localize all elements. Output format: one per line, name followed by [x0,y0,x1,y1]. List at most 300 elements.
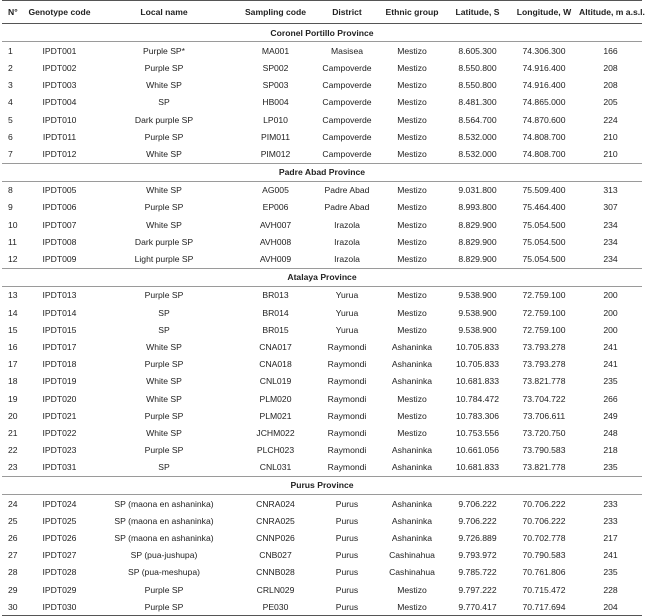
cell-local-name: Purple SP [93,598,235,616]
cell-sampling-code: BR014 [262,307,289,318]
cell-district: Raymondi [327,427,367,438]
cell-district: Raymondi [327,445,367,456]
cell-number: 30 [2,598,26,616]
cell-local-name: SP (maona en ashaninka) [114,515,214,526]
cell-ethnic-group: Cashinahua [389,550,435,561]
cell-altitude: 235 [603,462,618,473]
cell-district: Purus [335,533,359,544]
cell-sampling-code: PE030 [235,598,316,616]
cell-longitude: 74.306.300 [522,45,566,56]
cell-number: 6 [8,131,13,142]
cell-sampling-code: CNNP026 [256,533,295,544]
cell-number: 5 [8,114,13,125]
cell-altitude: 266 [603,393,618,404]
province-name: Atalaya Province [2,268,642,286]
cell-longitude: 75.464.400 [522,202,566,213]
cell-ethnic-group: Mestizo [397,45,427,56]
cell-altitude: 200 [603,290,618,301]
cell-ethnic-group: Mestizo [397,185,427,196]
table-row [2,94,642,111]
cell-local-name: Dark purple SP [134,114,194,125]
cell-sampling-code: CNRA024 [256,498,295,509]
cell-ethnic-group: Ashaninka [391,533,433,544]
cell-genotype-code: IPDT015 [42,324,77,335]
cell-local-name: SP [158,97,170,108]
cell-sampling-code: PLM020 [259,393,292,404]
cell-ethnic-group: Mestizo [397,219,427,230]
cell-altitude: 200 [603,307,618,318]
cell-number: 19 [8,393,18,404]
cell-altitude: 233 [603,498,618,509]
cell-sampling-code: CNNB028 [256,567,295,578]
header-district: District [316,1,378,24]
table-row [2,424,642,441]
province-row [2,163,642,181]
cell-longitude: 73.821.778 [522,462,566,473]
table-row [2,495,642,513]
cell-local-name: White SP [146,80,182,91]
cell-longitude: 70.702.778 [522,533,566,544]
table-row [2,407,642,424]
cell-altitude: 217 [603,533,618,544]
cell-ethnic-group: Cashinahua [389,567,435,578]
cell-longitude: 75.509.400 [522,185,566,196]
cell-altitude: 241 [603,341,618,352]
cell-number: 12 [8,254,18,265]
cell-ethnic-group: Mestizo [397,584,427,595]
cell-genotype-code: IPDT010 [42,114,77,125]
cell-altitude: 235 [603,567,618,578]
header-sampling-code: Sampling code [235,1,316,24]
cell-number: 11 [8,236,17,247]
cell-district: Campoverde [322,80,372,91]
cell-ethnic-group: Mestizo [397,307,427,318]
cell-district: Purus [335,498,359,509]
cell-longitude: 74.916.400 [522,80,566,91]
cell-latitude: 8.550.800 [458,62,497,73]
cell-district: Yurua [335,307,359,318]
table-row [2,286,642,304]
cell-longitude: 73.704.722 [522,393,566,404]
cell-latitude: 10.705.833 [455,359,499,370]
cell-sampling-code: PIM011 [261,131,290,142]
cell-longitude: 74.916.400 [522,62,566,73]
cell-latitude: 8.829.900 [458,236,497,247]
cell-latitude: 8.532.000 [458,131,497,142]
cell-genotype-code: IPDT022 [42,427,77,438]
province-row [2,476,642,494]
cell-district: Purus [335,550,359,561]
cell-local-name: SP (pua-meshupa) [128,567,200,578]
table-row [2,216,642,233]
cell-sampling-code: EP006 [262,202,289,213]
cell-ethnic-group: Mestizo [397,97,427,108]
table-row [2,529,642,546]
cell-ethnic-group: Mestizo [397,410,427,421]
cell-ethnic-group: Ashaninka [391,341,433,352]
cell-altitude: 241 [603,359,618,370]
cell-genotype-code: IPDT019 [42,376,77,387]
cell-local-name: White SP [146,219,182,230]
header-ethnic-group: Ethnic group [378,1,446,24]
cell-sampling-code: SP003 [262,80,289,91]
table-row [2,442,642,459]
cell-genotype-code: IPDT026 [42,533,77,544]
cell-ethnic-group: Ashaninka [391,462,433,473]
cell-number: 3 [8,80,13,91]
table-row [2,111,642,128]
cell-local-name: Purple SP [144,131,184,142]
cell-longitude: 75.054.500 [522,219,566,230]
cell-sampling-code: LP010 [263,114,288,125]
cell-latitude: 10.661.056 [455,445,499,456]
cell-district: Purus [316,598,378,616]
table-row [2,581,642,598]
table-row [2,547,642,564]
cell-sampling-code: CNRA025 [256,515,295,526]
cell-ethnic-group: Ashaninka [391,445,433,456]
cell-local-name: Light purple SP [134,254,194,265]
cell-local-name: White SP [146,427,182,438]
cell-longitude: 73.821.778 [522,376,566,387]
cell-longitude: 74.808.700 [522,148,566,159]
cell-number: 23 [8,462,18,473]
cell-latitude: 8.550.800 [458,80,497,91]
cell-latitude: 8.993.800 [458,202,497,213]
cell-latitude: 8.829.900 [458,219,497,230]
cell-latitude: 8.481.300 [458,97,497,108]
cell-sampling-code: AVH007 [259,219,292,230]
cell-sampling-code: HB004 [262,97,289,108]
cell-number: 21 [8,427,18,438]
table-row [2,42,642,60]
cell-number: 13 [8,290,18,301]
cell-longitude: 75.054.500 [522,254,566,265]
cell-longitude: 73.720.750 [522,427,566,438]
cell-genotype-code: IPDT004 [42,97,77,108]
cell-district: Masisea [331,45,363,56]
cell-genotype-code: IPDT020 [42,393,77,404]
cell-ethnic-group: Mestizo [397,290,427,301]
cell-local-name: White SP [146,341,182,352]
cell-district: Padre Abad [324,185,370,196]
cell-latitude: 9.770.417 [446,598,509,616]
cell-longitude: 74.865.000 [522,97,566,108]
cell-local-name: White SP [146,376,182,387]
cell-latitude: 8.605.300 [458,45,497,56]
table-row [2,356,642,373]
header-row [2,1,642,24]
cell-genotype-code: IPDT017 [42,341,77,352]
cell-sampling-code: PLM021 [259,410,292,421]
cell-ethnic-group: Mestizo [397,236,427,247]
table-row [2,321,642,338]
genotype-table [2,0,645,616]
table-row [2,373,642,390]
cell-latitude: 10.705.833 [455,341,499,352]
cell-latitude: 8.532.000 [458,148,497,159]
cell-sampling-code: CNL019 [259,376,292,387]
cell-genotype-code: IPDT014 [42,307,77,318]
cell-altitude: 204 [579,598,642,616]
table-row [2,145,642,163]
cell-altitude: 234 [603,219,618,230]
cell-district: Raymondi [327,376,367,387]
cell-altitude: 224 [603,114,618,125]
cell-local-name: Purple SP [144,584,184,595]
cell-latitude: 9.793.972 [458,550,497,561]
cell-district: Yurua [335,324,359,335]
cell-genotype-code: IPDT013 [42,290,77,301]
cell-genotype-code: IPDT021 [42,410,77,421]
cell-ethnic-group: Ashaninka [391,359,433,370]
cell-local-name: White SP [146,148,182,159]
table-row [2,338,642,355]
cell-number: 14 [8,307,18,318]
cell-number: 16 [8,341,18,352]
cell-genotype-code: IPDT018 [42,359,77,370]
cell-sampling-code: CNA018 [259,359,292,370]
cell-local-name: White SP [146,393,182,404]
cell-altitude: 166 [603,45,618,56]
cell-district: Irazola [334,254,360,265]
cell-latitude: 10.784.472 [455,393,499,404]
cell-sampling-code: CNB027 [259,550,292,561]
cell-genotype-code: IPDT011 [42,131,77,142]
cell-latitude: 9.785.722 [458,567,497,578]
cell-ethnic-group: Mestizo [378,598,446,616]
cell-ethnic-group: Mestizo [397,62,427,73]
cell-ethnic-group: Ashaninka [391,498,433,509]
header-latitude: Latitude, S [446,1,509,24]
cell-district: Raymondi [327,410,367,421]
header-longitude: Longitude, W [509,1,579,24]
cell-district: Purus [335,515,359,526]
cell-latitude: 10.783.306 [455,410,499,421]
cell-genotype-code: IPDT008 [42,236,77,247]
cell-sampling-code: PIM012 [260,148,291,159]
cell-altitude: 241 [603,550,618,561]
cell-genotype-code: IPDT031 [42,462,77,473]
cell-sampling-code: CRLN029 [256,584,295,595]
cell-number: 20 [8,410,18,421]
cell-sampling-code: SP002 [262,62,289,73]
cell-altitude: 208 [603,62,618,73]
cell-altitude: 234 [603,254,618,265]
cell-district: Purus [335,567,359,578]
cell-altitude: 205 [603,97,618,108]
cell-ethnic-group: Mestizo [397,393,427,404]
cell-local-name: SP [158,324,170,335]
cell-district: Campoverde [322,97,372,108]
cell-altitude: 307 [603,202,618,213]
cell-number: 10 [8,219,18,230]
cell-longitude: 72.759.100 [522,307,566,318]
cell-ethnic-group: Mestizo [397,148,427,159]
cell-local-name: Purple SP* [142,45,186,56]
province-name: Coronel Portillo Province [2,24,642,42]
cell-longitude: 74.808.700 [522,131,566,142]
cell-altitude: 210 [603,148,618,159]
cell-genotype-code: IPDT024 [42,498,77,509]
cell-ethnic-group: Mestizo [397,114,427,125]
cell-sampling-code: AVH009 [259,254,292,265]
cell-genotype-code: IPDT009 [42,254,77,265]
cell-number: 2 [8,62,13,73]
cell-sampling-code: AVH008 [259,236,292,247]
cell-longitude: 73.793.278 [522,359,566,370]
cell-genotype-code: IPDT001 [42,45,77,56]
cell-longitude: 73.706.611 [522,410,566,421]
cell-latitude: 9.538.900 [458,307,497,318]
table-row [2,233,642,250]
cell-local-name: SP (maona en ashaninka) [114,533,214,544]
cell-genotype-code: IPDT003 [42,80,77,91]
cell-local-name: SP (maona en ashaninka) [114,498,214,509]
cell-longitude: 70.715.472 [522,584,566,595]
cell-ethnic-group: Ashaninka [391,376,433,387]
cell-genotype-code: IPDT007 [42,219,77,230]
cell-genotype-code: IPDT012 [42,148,77,159]
cell-local-name: White SP [146,185,182,196]
province-row [2,268,642,286]
cell-longitude: 75.054.500 [522,236,566,247]
cell-longitude: 70.790.583 [522,550,566,561]
cell-number: 24 [8,498,18,509]
cell-sampling-code: JCHM022 [256,427,295,438]
cell-local-name: Purple SP [144,62,184,73]
cell-local-name: SP [158,307,170,318]
cell-district: Irazola [334,236,360,247]
cell-number: 28 [8,567,18,578]
cell-district: Yurua [335,290,359,301]
cell-sampling-code: MA001 [261,45,290,56]
cell-district: Raymondi [327,462,367,473]
cell-latitude: 9.797.222 [458,584,497,595]
header-genotype-code: Genotype code [26,1,93,24]
cell-district: Campoverde [322,131,372,142]
cell-altitude: 218 [603,445,618,456]
cell-number: 17 [8,359,18,370]
cell-longitude: 72.759.100 [522,324,566,335]
province-row [2,24,642,42]
cell-local-name: SP (pua-jushupa) [130,550,198,561]
cell-local-name: Purple SP [144,290,184,301]
cell-longitude: 70.706.222 [522,498,566,509]
cell-sampling-code: CNA017 [259,341,292,352]
cell-number: 9 [8,202,13,213]
cell-number: 25 [8,515,18,526]
cell-district: Raymondi [327,359,367,370]
cell-latitude: 10.681.833 [455,376,499,387]
cell-number: 22 [8,445,18,456]
cell-altitude: 208 [603,80,618,91]
table-row [2,459,642,477]
table-row [2,250,642,268]
cell-number: 8 [8,185,13,196]
cell-ethnic-group: Mestizo [397,80,427,91]
table-row [2,181,642,199]
cell-altitude: 234 [603,236,618,247]
cell-number: 29 [8,584,18,595]
table-row [2,390,642,407]
cell-number: 7 [8,148,13,159]
cell-district: Campoverde [322,114,372,125]
cell-genotype-code: IPDT027 [42,550,77,561]
cell-number: 1 [8,45,13,56]
cell-latitude: 9.706.222 [458,498,497,509]
cell-district: Raymondi [327,393,367,404]
cell-number: 18 [8,376,18,387]
cell-genotype-code: IPDT028 [42,567,77,578]
cell-genotype-code: IPDT005 [42,185,77,196]
province-name: Purus Province [2,476,642,494]
cell-district: Irazola [334,219,360,230]
cell-altitude: 235 [603,376,618,387]
table-row [2,59,642,76]
cell-latitude: 9.726.889 [458,533,497,544]
cell-altitude: 313 [603,185,618,196]
cell-latitude: 10.753.556 [455,427,499,438]
table-row [2,598,642,616]
cell-sampling-code: BR015 [262,324,289,335]
cell-longitude: 73.793.278 [522,341,566,352]
cell-altitude: 228 [603,584,618,595]
table-row [2,77,642,94]
table-row [2,564,642,581]
cell-sampling-code: PLCH023 [256,445,295,456]
cell-district: Padre Abad [324,202,370,213]
cell-genotype-code: IPDT002 [42,62,77,73]
cell-number: 15 [8,324,18,335]
cell-altitude: 249 [603,410,618,421]
cell-local-name: Purple SP [144,202,184,213]
cell-local-name: Purple SP [144,359,184,370]
cell-ethnic-group: Mestizo [397,131,427,142]
cell-number: 26 [8,533,18,544]
cell-longitude: 72.759.100 [522,290,566,301]
cell-genotype-code: IPDT029 [42,584,77,595]
header-number: N° [2,1,26,24]
cell-longitude: 70.706.222 [522,515,566,526]
header-altitude: Altitude, m a.s.l. [579,1,642,24]
cell-local-name: Purple SP [144,410,184,421]
cell-number: 4 [8,97,13,108]
cell-latitude: 9.031.800 [458,185,497,196]
cell-latitude: 8.564.700 [458,114,497,125]
cell-altitude: 210 [603,131,618,142]
cell-number: 27 [8,550,18,561]
cell-district: Purus [335,584,359,595]
cell-ethnic-group: Mestizo [397,202,427,213]
cell-local-name: SP [158,462,170,473]
cell-longitude: 74.870.600 [522,114,566,125]
cell-genotype-code: IPDT023 [42,445,77,456]
cell-district: Campoverde [322,148,372,159]
table-row [2,199,642,216]
cell-altitude: 233 [603,515,618,526]
cell-sampling-code: BR013 [262,290,289,301]
cell-ethnic-group: Mestizo [397,254,427,265]
cell-ethnic-group: Ashaninka [391,515,433,526]
cell-longitude: 70.717.694 [509,598,579,616]
cell-longitude: 70.761.806 [522,567,566,578]
cell-longitude: 73.790.583 [522,445,566,456]
cell-genotype-code: IPDT006 [42,202,77,213]
table-row [2,128,642,145]
cell-latitude: 10.681.833 [455,462,499,473]
table-body [2,24,642,616]
